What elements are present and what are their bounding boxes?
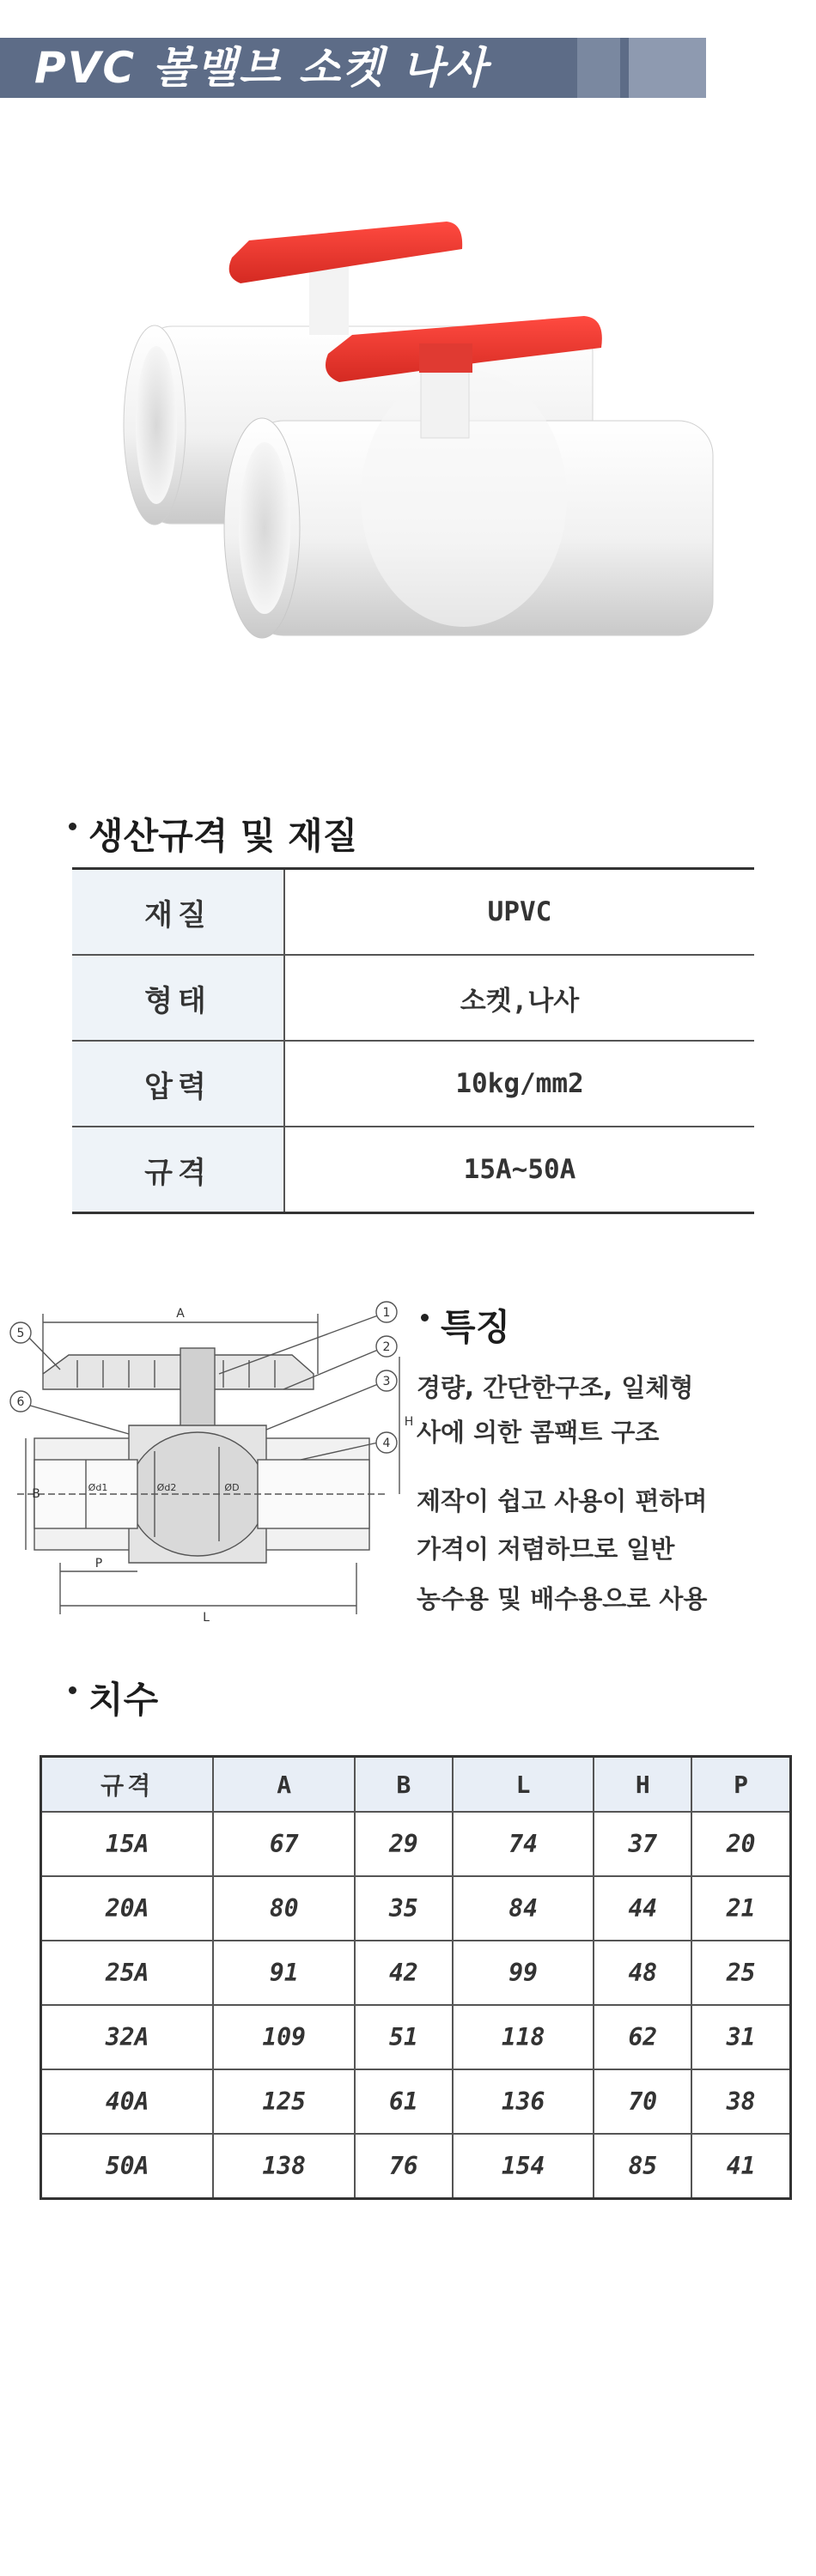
- spec-label: 형태: [72, 955, 284, 1041]
- dimension-cell: 40A: [41, 2069, 214, 2134]
- dimension-cell: 109: [213, 2005, 355, 2069]
- spec-row: [72, 1127, 754, 1213]
- dimension-cell: 41: [691, 2134, 790, 2199]
- feature-section-heading: [421, 1307, 510, 1348]
- table-row: [41, 2005, 791, 2069]
- dim-label-a: A: [176, 1307, 185, 1321]
- spec-value: 15A~50A: [284, 1127, 754, 1213]
- dimension-header-cell: A: [213, 1757, 355, 1813]
- dim-label-b: B: [32, 1487, 40, 1501]
- dimension-cell: 38: [691, 2069, 790, 2134]
- dimension-cell: 91: [213, 1941, 355, 2005]
- dimension-cell: 21: [691, 1876, 790, 1941]
- spec-label: 압력: [72, 1041, 284, 1127]
- feature-section-title: 특징: [441, 1306, 511, 1348]
- valve-cross-section-diagram: [9, 1288, 412, 1631]
- dimension-section-title: 치수: [88, 1679, 159, 1721]
- dimension-cell: 31: [691, 2005, 790, 2069]
- feature-line-1: 경량, 간단한구조, 일체형: [417, 1373, 694, 1402]
- dimension-cell: 154: [453, 2134, 594, 2199]
- feature-line-4: 가격이 저렴하므로 일반: [417, 1534, 675, 1564]
- dim-label-d1: Ød1: [88, 1482, 108, 1493]
- spec-section-title: 생산규격 및 재질: [88, 815, 358, 857]
- feature-line-2: 사에 의한 콤팩트 구조: [417, 1418, 660, 1447]
- dimension-cell: 20A: [41, 1876, 214, 1941]
- dim-label-d: ØD: [224, 1482, 240, 1493]
- title-banner: [0, 38, 706, 98]
- dimension-cell: 74: [453, 1812, 594, 1876]
- dimension-cell: 37: [594, 1812, 691, 1876]
- bullet-dot: [421, 1314, 429, 1321]
- spec-section-heading: [69, 816, 357, 857]
- dimension-cell: 70: [594, 2069, 691, 2134]
- dimension-section-heading: [69, 1680, 158, 1721]
- callout-5: 5: [16, 1327, 25, 1340]
- dimension-cell: 35: [355, 1876, 453, 1941]
- dimension-table: [40, 1755, 792, 2200]
- dimension-cell: 136: [453, 2069, 594, 2134]
- spec-label: 규격: [72, 1127, 284, 1213]
- dim-label-h: H: [404, 1415, 414, 1429]
- dimension-cell: 84: [453, 1876, 594, 1941]
- dimension-cell: 138: [213, 2134, 355, 2199]
- spec-value: UPVC: [284, 869, 754, 956]
- dimension-cell: 76: [355, 2134, 453, 2199]
- bullet-dot: [69, 1686, 76, 1694]
- dimension-cell: 42: [355, 1941, 453, 2005]
- dimension-cell: 50A: [41, 2134, 214, 2199]
- table-row: [41, 1941, 791, 2005]
- dimension-cell: 67: [213, 1812, 355, 1876]
- callout-2: 2: [382, 1340, 391, 1354]
- dimension-cell: 99: [453, 1941, 594, 2005]
- dimension-cell: 15A: [41, 1812, 214, 1876]
- callout-4: 4: [382, 1437, 391, 1450]
- bullet-dot: [69, 823, 76, 830]
- dim-label-p: P: [94, 1557, 103, 1571]
- dimension-header-cell: L: [453, 1757, 594, 1813]
- table-row: [41, 1876, 791, 1941]
- ball-valve-product-image: [103, 206, 722, 687]
- banner-stripe-light: [577, 38, 620, 98]
- table-row: [41, 1812, 791, 1876]
- spec-value: 10kg/mm2: [284, 1041, 754, 1127]
- dimension-cell: 62: [594, 2005, 691, 2069]
- dimension-cell: 25: [691, 1941, 790, 2005]
- callout-6: 6: [16, 1395, 25, 1409]
- dimension-cell: 61: [355, 2069, 453, 2134]
- dimension-header-cell: B: [355, 1757, 453, 1813]
- dimension-header-cell: P: [691, 1757, 790, 1813]
- dim-label-d2: Ød2: [156, 1482, 177, 1493]
- dimension-cell: 44: [594, 1876, 691, 1941]
- dimension-cell: 20: [691, 1812, 790, 1876]
- spec-row: [72, 1041, 754, 1127]
- table-row: [41, 2069, 791, 2134]
- callout-3: 3: [382, 1375, 391, 1388]
- spec-label: 재질: [72, 869, 284, 956]
- feature-line-5: 농수용 및 배수용으로 사용: [417, 1584, 708, 1613]
- dimension-header-cell: 규격: [41, 1757, 214, 1813]
- dimension-header-cell: H: [594, 1757, 691, 1813]
- banner-stripe-blue: [629, 38, 706, 98]
- spec-row: [72, 955, 754, 1041]
- dimension-cell: 51: [355, 2005, 453, 2069]
- callout-1: 1: [382, 1306, 391, 1320]
- table-row: [41, 2134, 791, 2199]
- spec-row: [72, 869, 754, 956]
- dimension-cell: 125: [213, 2069, 355, 2134]
- dimension-cell: 32A: [41, 2005, 214, 2069]
- dimension-cell: 29: [355, 1812, 453, 1876]
- dimension-cell: 85: [594, 2134, 691, 2199]
- dimension-cell: 25A: [41, 1941, 214, 2005]
- feature-line-3: 제작이 쉽고 사용이 편하며: [417, 1486, 708, 1516]
- dimension-cell: 118: [453, 2005, 594, 2069]
- dimension-cell: 80: [213, 1876, 355, 1941]
- dimension-cell: 48: [594, 1941, 691, 2005]
- dim-label-l: L: [203, 1611, 210, 1625]
- spec-table: [72, 867, 754, 1214]
- page-title: PVC 볼밸브 소켓 나사: [34, 43, 489, 93]
- spec-value: 소켓,나사: [284, 955, 754, 1041]
